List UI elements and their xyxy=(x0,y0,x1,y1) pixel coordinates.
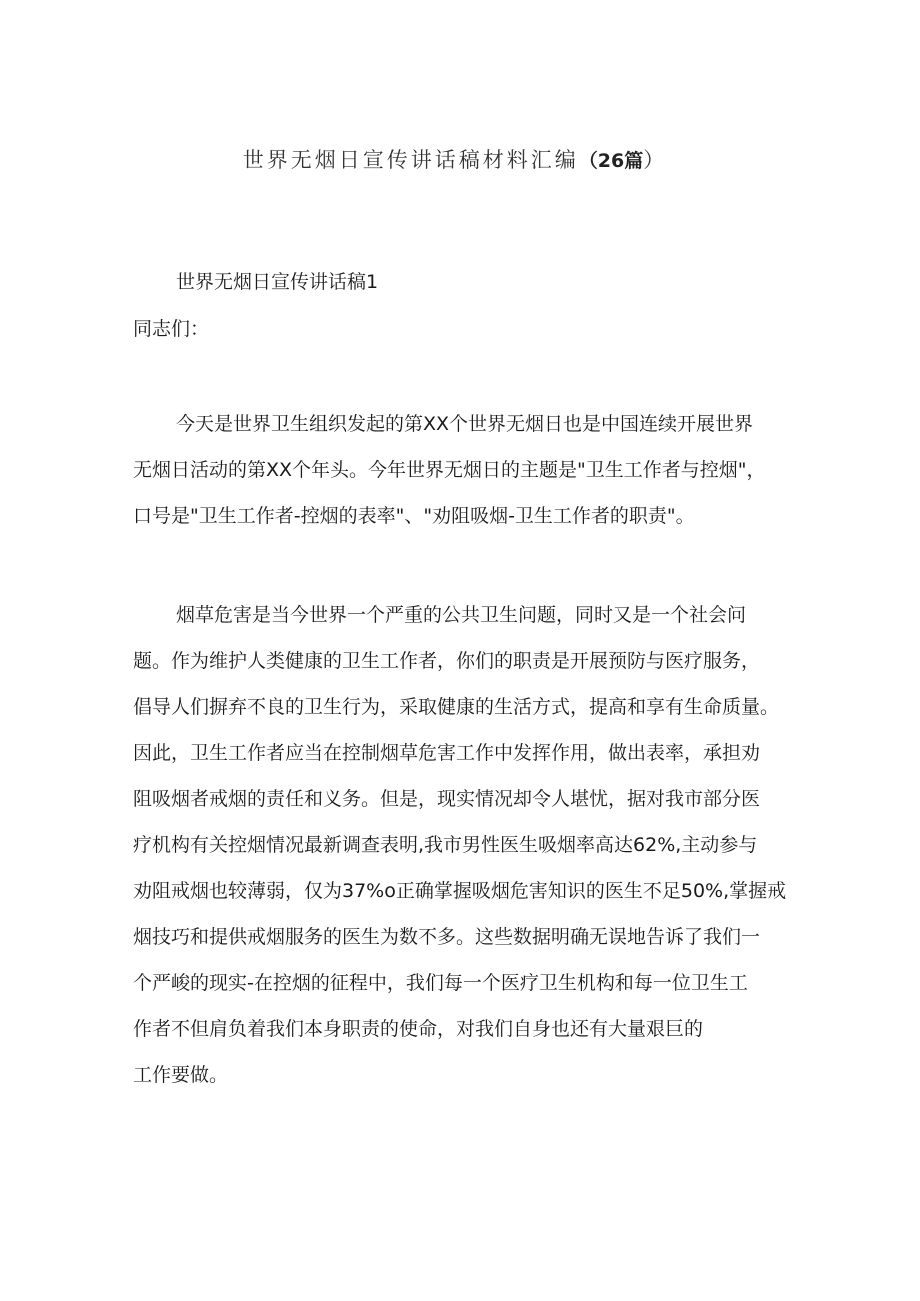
document-title-text: 世界无烟日宣传讲话稿材料汇编 xyxy=(242,148,579,172)
paragraph-2-line: 疗机构有关控烟情况最新调查表明,我市男性医生吸烟率高达62%,主动参与 xyxy=(133,834,758,856)
paragraph-1-line: 口号是"卫生工作者-控烟的表率"、"劝阻吸烟-卫生工作者的职责"。 xyxy=(133,505,695,527)
paragraph-2-line: 个严峻的现实-在控烟的征程中，我们每一个医疗卫生机构和每一位卫生工 xyxy=(133,972,748,994)
section-heading: 世界无烟日宣传讲话稿1 xyxy=(176,271,379,293)
paragraph-2-line: 作者不但肩负着我们本身职责的使命，对我们自身也还有大量艰巨的 xyxy=(133,1018,704,1040)
document-title-count: 26篇 xyxy=(597,150,644,172)
salutation: 同志们： xyxy=(133,318,210,340)
paragraph-2-line: 阻吸烟者戒烟的责任和义务。但是，现实情况却令人堪忧，据对我市部分医 xyxy=(133,788,761,810)
paragraph-2 xyxy=(133,603,793,1087)
paragraph-2-line: 因此，卫生工作者应当在控制烟草危害工作中发挥作用，做出表率，承担劝 xyxy=(133,742,761,764)
paragraph-1-line: 今天是世界卫生组织发起的第XX个世界无烟日也是中国连续开展世界 xyxy=(176,413,754,435)
paragraph-2-line: 烟技巧和提供戒烟服务的医生为数不多。这些数据明确无误地告诉了我们一 xyxy=(133,926,761,948)
document-title xyxy=(0,144,910,174)
document-title-close-paren: ） xyxy=(643,148,668,172)
paragraph-1-line: 无烟日活动的第XX个年头。今年世界无烟日的主题是"卫生工作者与控烟"， xyxy=(133,459,766,481)
paragraph-1 xyxy=(133,412,793,550)
paragraph-2-line: 倡导人们摒弃不良的卫生行为，采取健康的生活方式，提高和享有生命质量。 xyxy=(133,696,780,718)
paragraph-2-line: 题。作为维护人类健康的卫生工作者，你们的职责是开展预防与医疗服务， xyxy=(133,650,761,672)
paragraph-2-line: 烟草危害是当今世界一个严重的公共卫生问题，同时又是一个社会问 xyxy=(176,604,747,626)
paragraph-2-line: 劝阻戒烟也较薄弱，仅为37%o正确掌握吸烟危害知识的医生不足50%,掌握戒 xyxy=(133,880,787,902)
paragraph-2-line: 工作要做。 xyxy=(133,1064,229,1086)
document-title-open-paren: （ xyxy=(578,150,598,172)
